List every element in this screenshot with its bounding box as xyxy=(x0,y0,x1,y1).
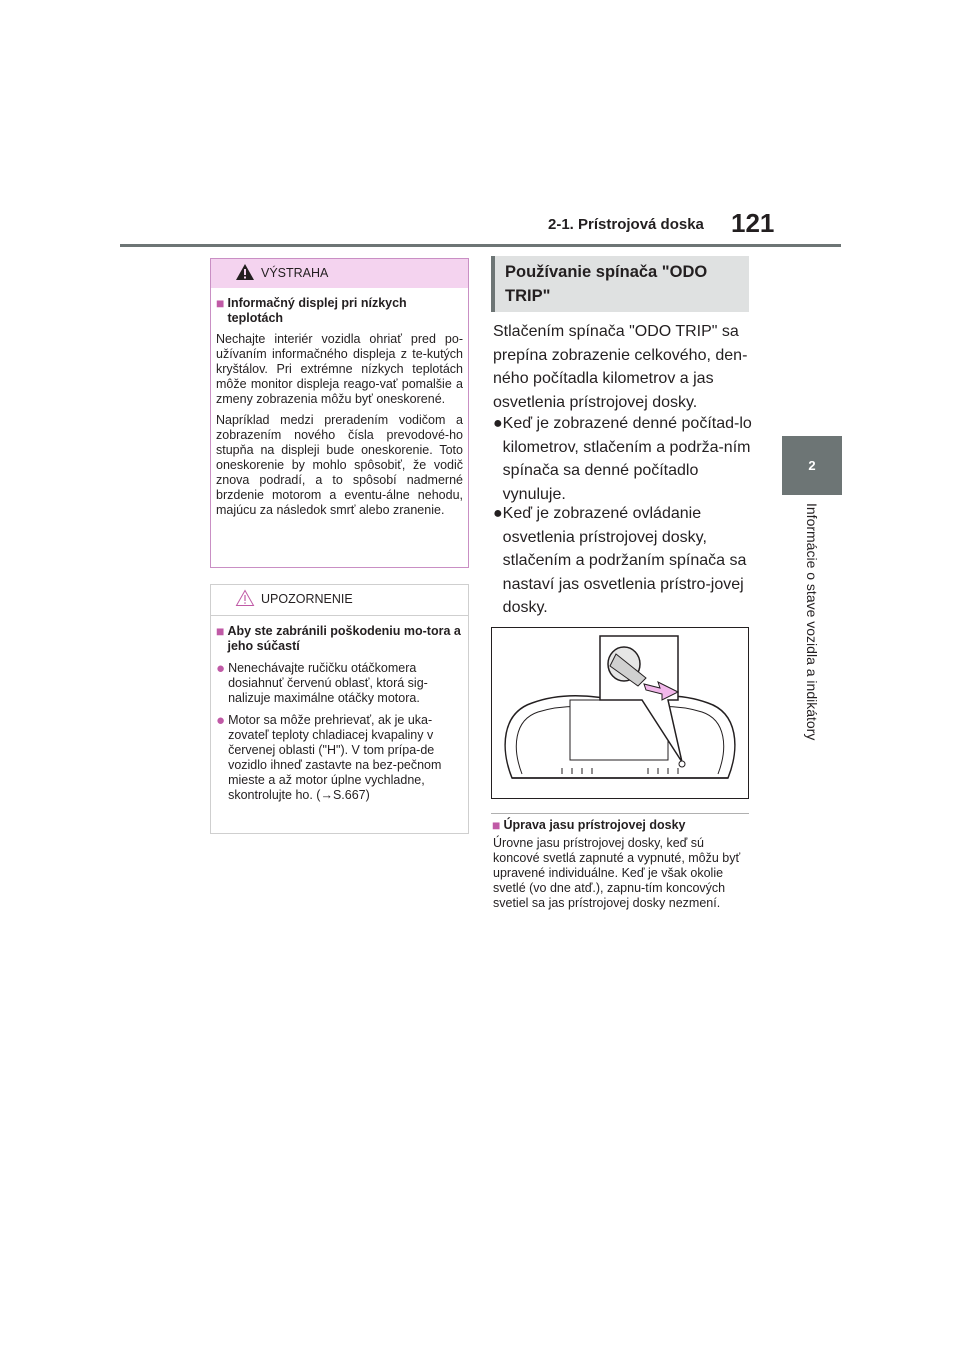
section-title: Používanie spínača "ODO TRIP" xyxy=(491,256,749,312)
chapter-title: Informácie o stave vozidla a indikátory xyxy=(804,503,820,741)
caution-bullet-2-text: Motor sa môže prehrievať, ak je uka-zovateľ teploty chladiacej kvapaliny v červenej oblasti ("H"). V tom prípa-de vozidlo ihneď zastavte na bez-pečnom mieste a až motor úplne vychladne, skontrolujte ho. (→S.667) xyxy=(228,713,442,802)
square-bullet-icon: ■ xyxy=(216,623,225,639)
warning-paragraph-1: Nechajte interiér vozidla ohriať pred po-užívaním informačného displeja z te-kutých kryštálov. Pri extrémne nízkych teplotách môže monitor displeja reago-vať pomalšie a zmeny zobrazenia môžu byť oneskorené. xyxy=(216,332,463,406)
section-bullet-1-text: Keď je zobrazené denné počítad-lo kilometrov, stlačením a podrža-ním spínača sa denné počítadlo vynuluje. xyxy=(502,415,752,503)
instrument-panel-illustration xyxy=(491,627,749,799)
caution-item-title xyxy=(216,624,463,654)
caution-header xyxy=(211,585,468,616)
warning-header xyxy=(211,259,468,288)
caution-bullet-1-text: Nenechávajte ručičku otáčkomera dosiahnuť červenú oblasť, ktorá sig-nalizuje maximálne otáčky motora. xyxy=(228,661,428,705)
caution-box xyxy=(210,584,469,834)
warning-item-title xyxy=(216,296,463,326)
warning-title: VÝSTRAHA xyxy=(261,266,329,280)
caution-bullet-1 xyxy=(216,661,463,706)
warning-triangle-icon xyxy=(235,263,255,281)
section-intro: Stlačením spínača "ODO TRIP" sa prepína zobrazenie celkového, den-ného počítadla kilometrov a jas osvetlenia prístrojovej dosky. xyxy=(493,323,748,411)
warning-item-title-line2: teplotách xyxy=(227,311,284,325)
diamond-bullet-icon: ● xyxy=(493,505,503,522)
chapter-tab: 2 xyxy=(782,436,842,495)
dot-bullet-icon: ● xyxy=(216,712,226,729)
section-bullet-2 xyxy=(493,502,763,620)
subsection-body: Úrovne jasu prístrojovej dosky, keď sú koncové svetlá zapnuté a vypnuté, môžu byť upravené individuálne. Keď je však okolie svetlé (vo dne atď.), zapnu-tím koncových svetiel sa jas prístrojovej dosky nezmení. xyxy=(493,836,741,910)
caution-title: UPOZORNENIE xyxy=(261,592,353,606)
square-bullet-icon: ■ xyxy=(492,817,501,833)
warning-item-title-line1: Informačný displej pri nízkych xyxy=(227,296,407,310)
header-rule xyxy=(120,244,841,247)
warning-box xyxy=(210,258,469,568)
warning-paragraph-2: Napríklad medzi preradením vodičom a zobrazením nového čísla prevodové-ho stupňa na displeji bude oneskorenie. Toto oneskorenie by mohlo spôsobiť, že vodič znova podradí, a to spôsobí nadmerné brzdenie motorom a eventu-álne nehodu, majúcu za následok smrť alebo zranenie. xyxy=(216,413,463,517)
odo-trip-switch-diagram xyxy=(492,628,748,798)
subsection-title-text: Úprava jasu prístrojovej dosky xyxy=(503,818,686,832)
caution-item-title-text: Aby ste zabránili poškodeniu mo-tora a jeho súčastí xyxy=(227,624,461,653)
square-bullet-icon: ■ xyxy=(216,295,225,311)
section-bullet-1 xyxy=(493,412,763,506)
figure-divider xyxy=(491,813,749,814)
caution-bullet-2 xyxy=(216,713,463,803)
caution-triangle-icon xyxy=(235,589,255,607)
subsection-title xyxy=(492,818,685,833)
section-header: 2-1. Prístrojová doska xyxy=(548,216,704,233)
page-number: 121 xyxy=(731,208,775,238)
section-bullet-2-text: Keď je zobrazené ovládanie osvetlenia prístrojovej dosky, stlačením a podržaním spínača sa nastaví jas osvetlenia prístro-jovej dosky. xyxy=(502,505,747,616)
diamond-bullet-icon: ● xyxy=(493,415,503,432)
dot-bullet-icon: ● xyxy=(216,660,226,677)
